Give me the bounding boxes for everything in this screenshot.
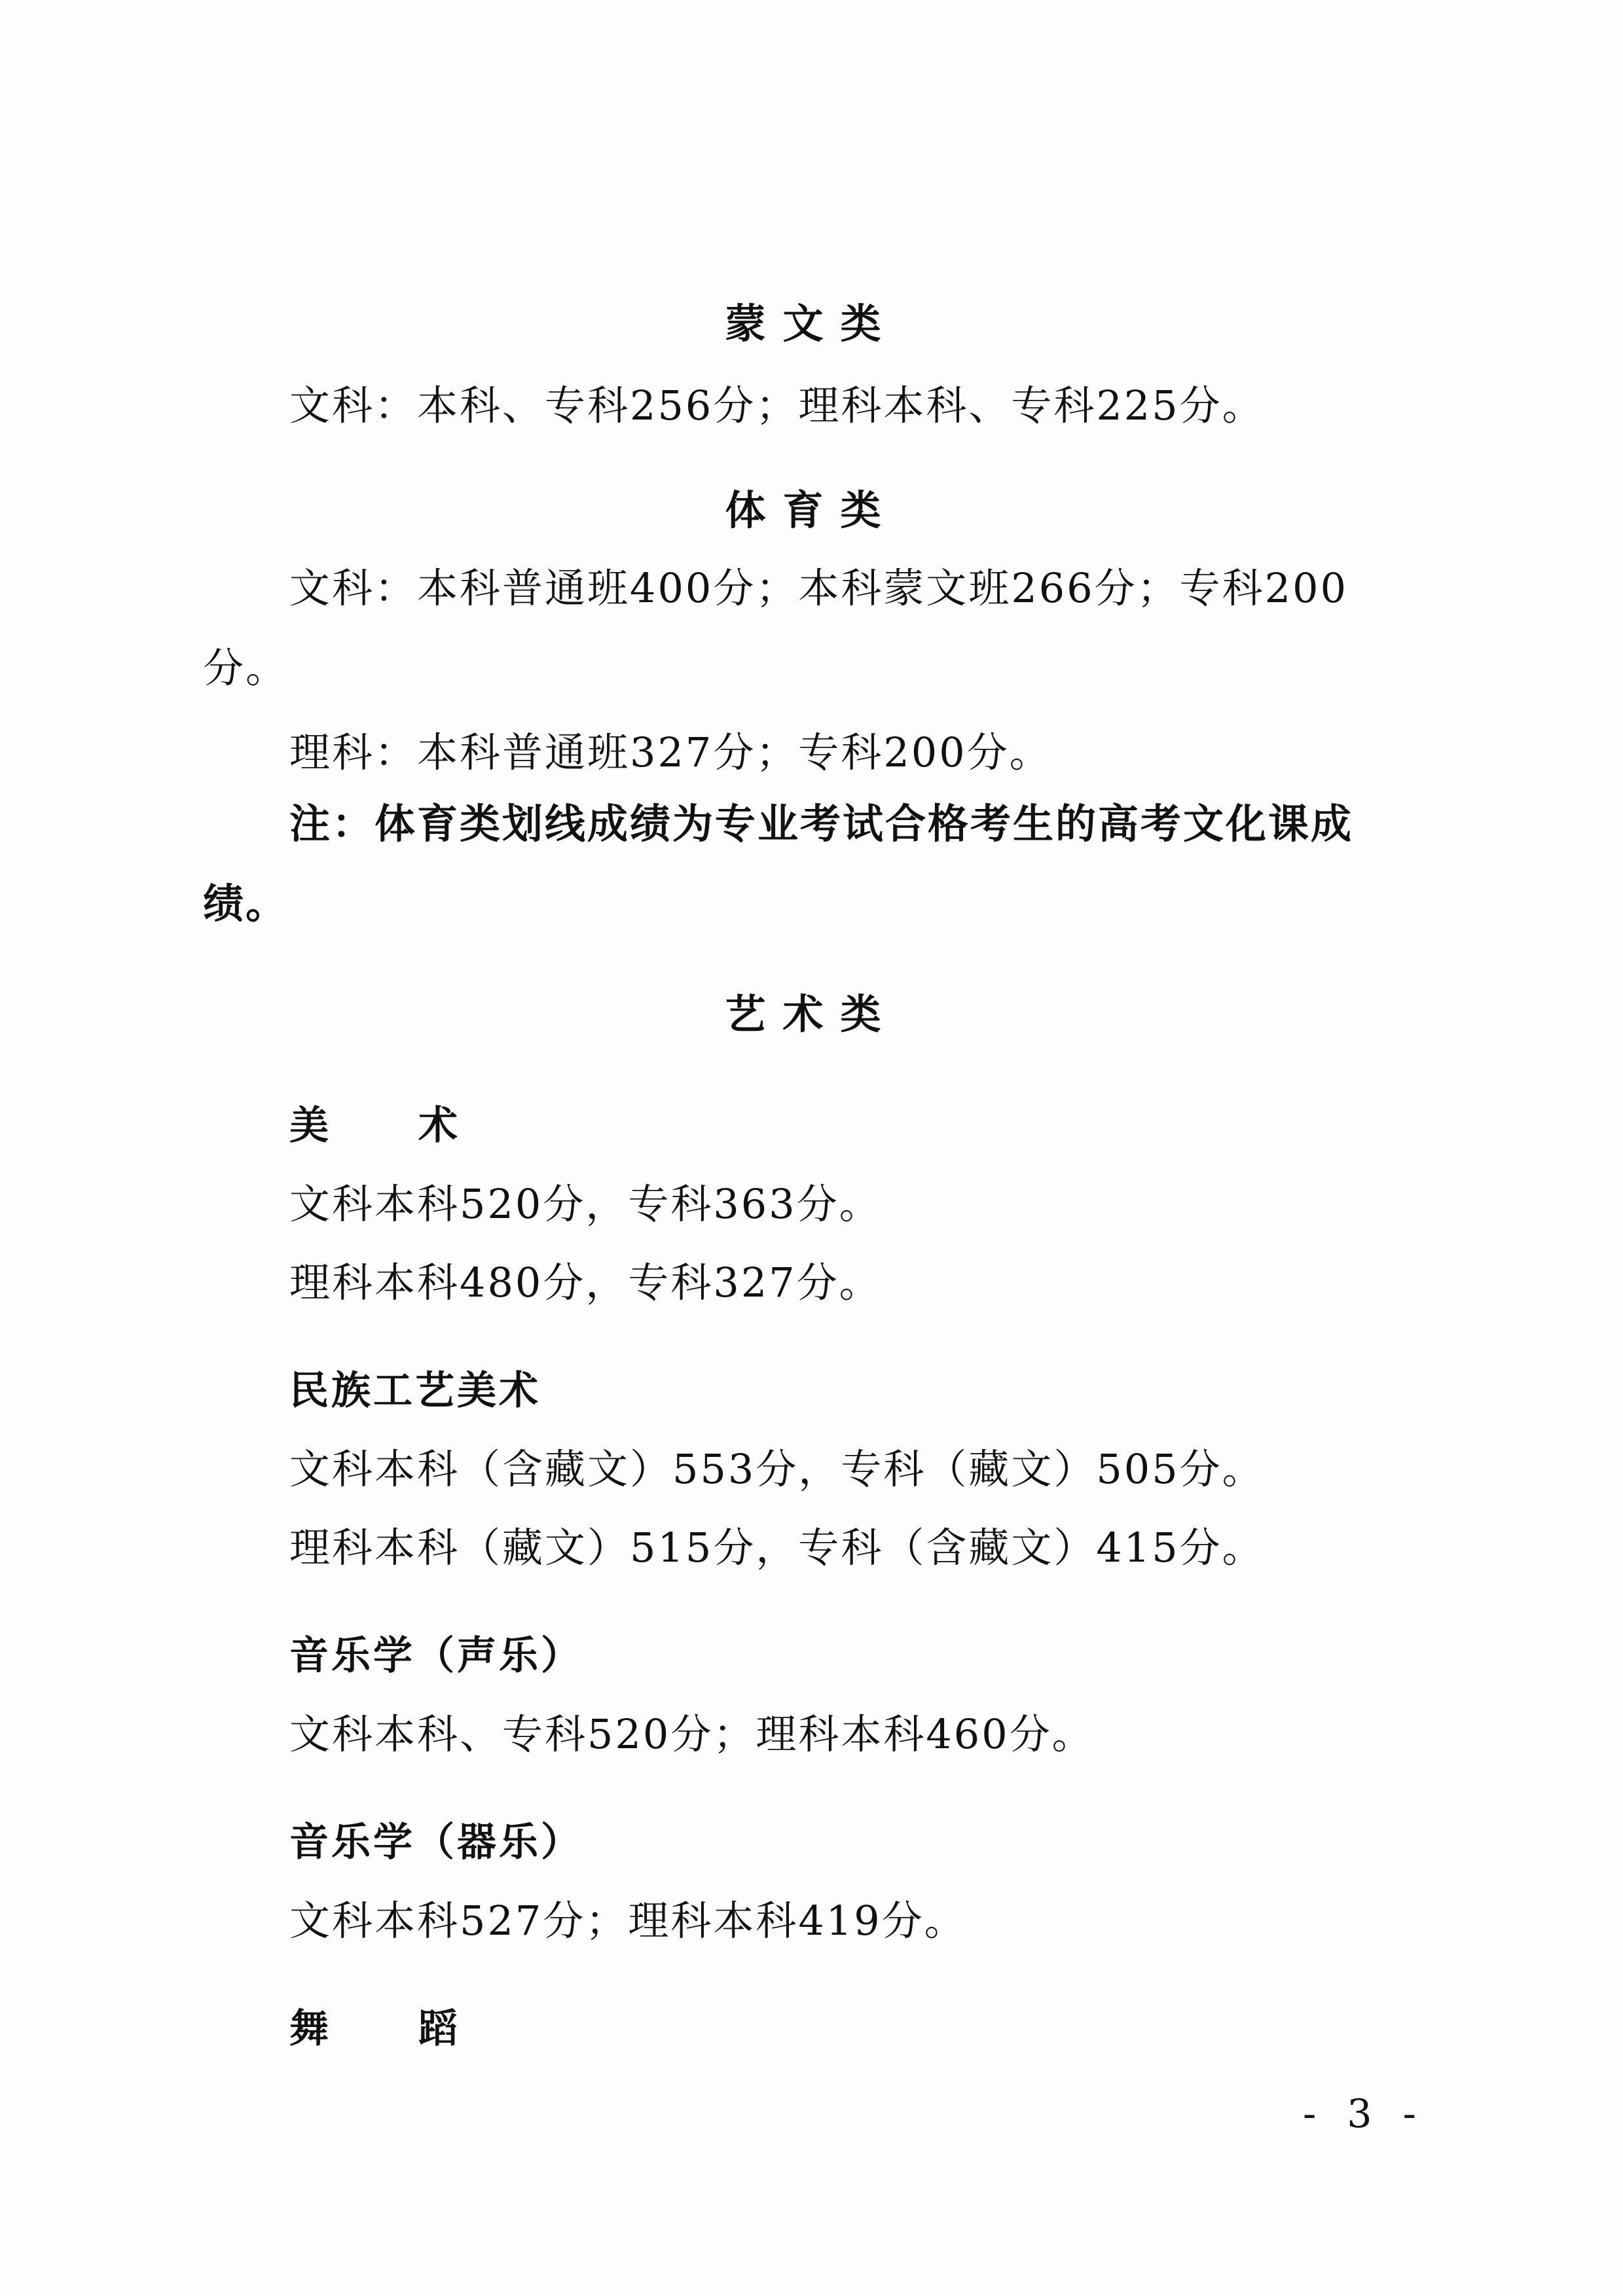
heading-tiyu: 体育类	[725, 486, 898, 534]
tiyu-note	[203, 784, 1421, 944]
tiyu-like-scores: 理科：本科普通班327分；专科200分。	[289, 728, 1052, 776]
subhead-minzu-gongyi: 民族工艺美术	[289, 1368, 541, 1414]
yinyue-qiyue-scores: 文科本科527分；理科本科419分。	[289, 1897, 967, 1945]
minzu-like-scores: 理科本科（藏文）515分，专科（含藏文）415分。	[289, 1524, 1265, 1571]
mengwen-scores: 文科：本科、专科256分；理科本科、专科225分。	[289, 382, 1265, 429]
tiyu-wenke-scores: 文科：本科普通班400分；本科蒙文班266分；专科200分。	[203, 564, 1349, 692]
heading-mengwen: 蒙文类	[725, 300, 898, 348]
yinyue-shengyue-scores: 文科本科、专科520分；理科本科460分。	[289, 1710, 1095, 1758]
meishu-like-scores: 理科本科480分，专科327分。	[289, 1259, 882, 1306]
heading-yishu: 艺术类	[725, 990, 898, 1038]
subhead-wudao: 舞 蹈	[289, 2006, 496, 2052]
tiyu-note-text: 体育类划线成绩为专业考试合格考生的高考文化课成绩。	[203, 800, 1354, 927]
minzu-wenke-scores: 文科本科（含藏文）553分，专科（藏文）505分。	[289, 1445, 1265, 1493]
subhead-yinyue-qiyue: 音乐学（器乐）	[289, 1820, 583, 1865]
page-number: - 3 -	[1303, 2091, 1425, 2137]
meishu-wenke-scores: 文科本科520分，专科363分。	[289, 1180, 882, 1228]
tiyu-note-label: 注：	[289, 800, 375, 848]
subhead-meishu: 美 术	[289, 1103, 496, 1149]
subhead-yinyue-shengyue: 音乐学（声乐）	[289, 1633, 583, 1679]
